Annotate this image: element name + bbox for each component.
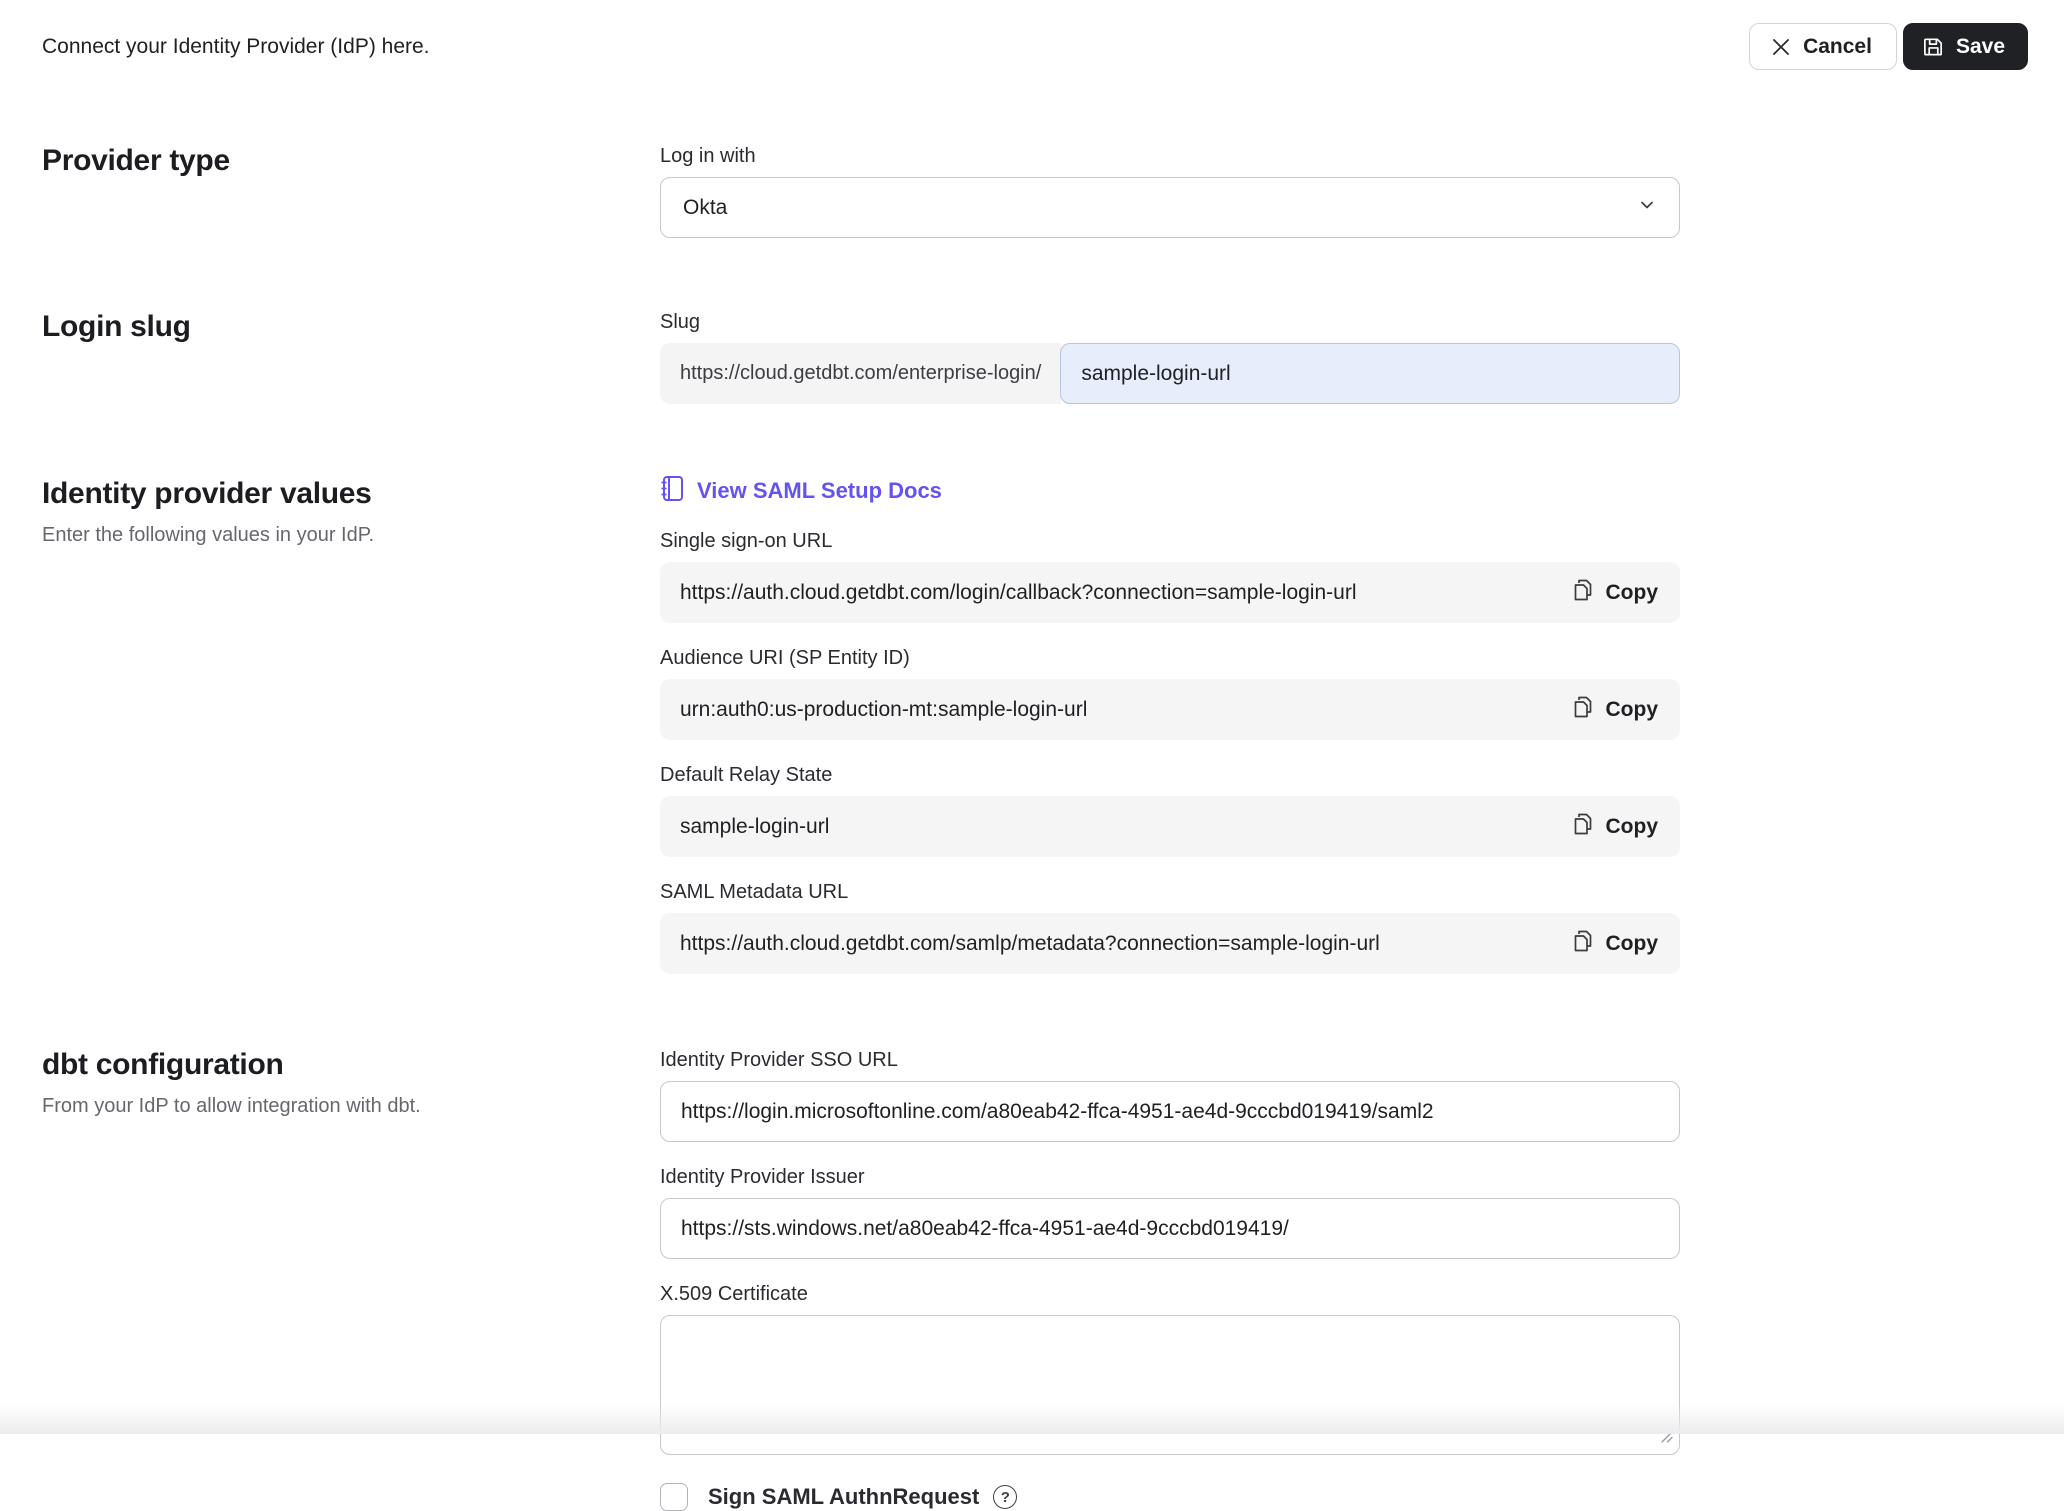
x509-certificate-textarea[interactable] — [660, 1315, 1680, 1455]
slug-label: Slug — [660, 311, 701, 333]
copy-metadata-url-button[interactable] — [1574, 929, 1659, 958]
idp-values-title: Identity provider values — [42, 477, 372, 510]
idp-issuer-input[interactable] — [660, 1198, 1680, 1259]
chevron-down-icon — [1637, 195, 1657, 220]
copy-icon — [1574, 695, 1595, 724]
dbt-configuration-subtitle: From your IdP to allow integration with dbt. — [42, 1095, 421, 1117]
idp-sso-url-label: Identity Provider SSO URL — [660, 1049, 898, 1071]
copy-button-label: Copy — [1605, 580, 1658, 604]
dbt-configuration-section — [0, 1047, 2064, 1511]
resize-handle-icon[interactable] — [1661, 1430, 1673, 1448]
saml-docs-link-label: View SAML Setup Docs — [697, 478, 942, 503]
copy-audience-uri-button[interactable] — [1574, 695, 1659, 724]
docs-book-icon — [660, 475, 684, 507]
provider-select[interactable] — [660, 177, 1680, 238]
idp-values-section — [0, 476, 2064, 974]
metadata-url-field — [660, 913, 1680, 974]
idp-issuer-label: Identity Provider Issuer — [660, 1166, 865, 1188]
sso-url-label: Single sign-on URL — [660, 530, 833, 552]
cancel-button[interactable] — [1749, 23, 1897, 70]
sign-authn-row — [660, 1483, 1680, 1511]
copy-sso-url-button[interactable] — [1574, 578, 1659, 607]
header-actions — [1749, 23, 2028, 70]
close-icon — [1770, 36, 1792, 58]
x509-certificate-wrap — [660, 1315, 1680, 1455]
sso-url-field — [660, 562, 1680, 623]
sign-authn-label: Sign SAML AuthnRequest — [708, 1484, 980, 1509]
copy-button-label: Copy — [1605, 814, 1658, 838]
provider-type-title: Provider type — [42, 144, 230, 177]
save-floppy-icon — [1922, 35, 1945, 58]
metadata-url-value: https://auth.cloud.getdbt.com/samlp/metadata?connection=sample-login-url — [680, 931, 1380, 955]
audience-uri-field — [660, 679, 1680, 740]
copy-icon — [1574, 929, 1595, 958]
copy-icon — [1574, 812, 1595, 841]
dbt-configuration-title: dbt configuration — [42, 1048, 284, 1081]
slug-prefix: https://cloud.getdbt.com/enterprise-login/ — [660, 343, 1061, 404]
login-slug-section — [0, 309, 2064, 404]
copy-button-label: Copy — [1605, 697, 1658, 721]
page-description: Connect your Identity Provider (IdP) here. — [42, 34, 430, 58]
slug-field-group — [660, 343, 1680, 404]
copy-icon — [1574, 578, 1595, 607]
relay-state-value: sample-login-url — [680, 814, 830, 838]
sign-authn-checkbox[interactable] — [660, 1483, 688, 1511]
copy-relay-state-button[interactable] — [1574, 812, 1659, 841]
login-with-label: Log in with — [660, 145, 756, 167]
save-button[interactable] — [1903, 23, 2028, 70]
help-icon[interactable]: ? — [993, 1485, 1017, 1509]
saml-docs-link[interactable] — [660, 476, 1680, 506]
audience-uri-value: urn:auth0:us-production-mt:sample-login-url — [680, 697, 1088, 721]
copy-button-label: Copy — [1605, 931, 1658, 955]
provider-type-section — [0, 143, 2064, 238]
sso-url-value: https://auth.cloud.getdbt.com/login/callback?connection=sample-login-url — [680, 580, 1357, 604]
relay-state-field — [660, 796, 1680, 857]
save-button-label: Save — [1955, 34, 2005, 58]
login-slug-title: Login slug — [42, 310, 191, 343]
header-bar — [0, 0, 2064, 70]
cancel-button-label: Cancel — [1803, 34, 1872, 58]
idp-values-subtitle: Enter the following values in your IdP. — [42, 524, 375, 546]
relay-state-label: Default Relay State — [660, 764, 833, 786]
audience-uri-label: Audience URI (SP Entity ID) — [660, 647, 910, 669]
idp-sso-url-input[interactable] — [660, 1081, 1680, 1142]
slug-input[interactable] — [1060, 343, 1680, 404]
metadata-url-label: SAML Metadata URL — [660, 881, 849, 903]
x509-certificate-label: X.509 Certificate — [660, 1283, 808, 1305]
provider-select-value: Okta — [683, 195, 728, 219]
